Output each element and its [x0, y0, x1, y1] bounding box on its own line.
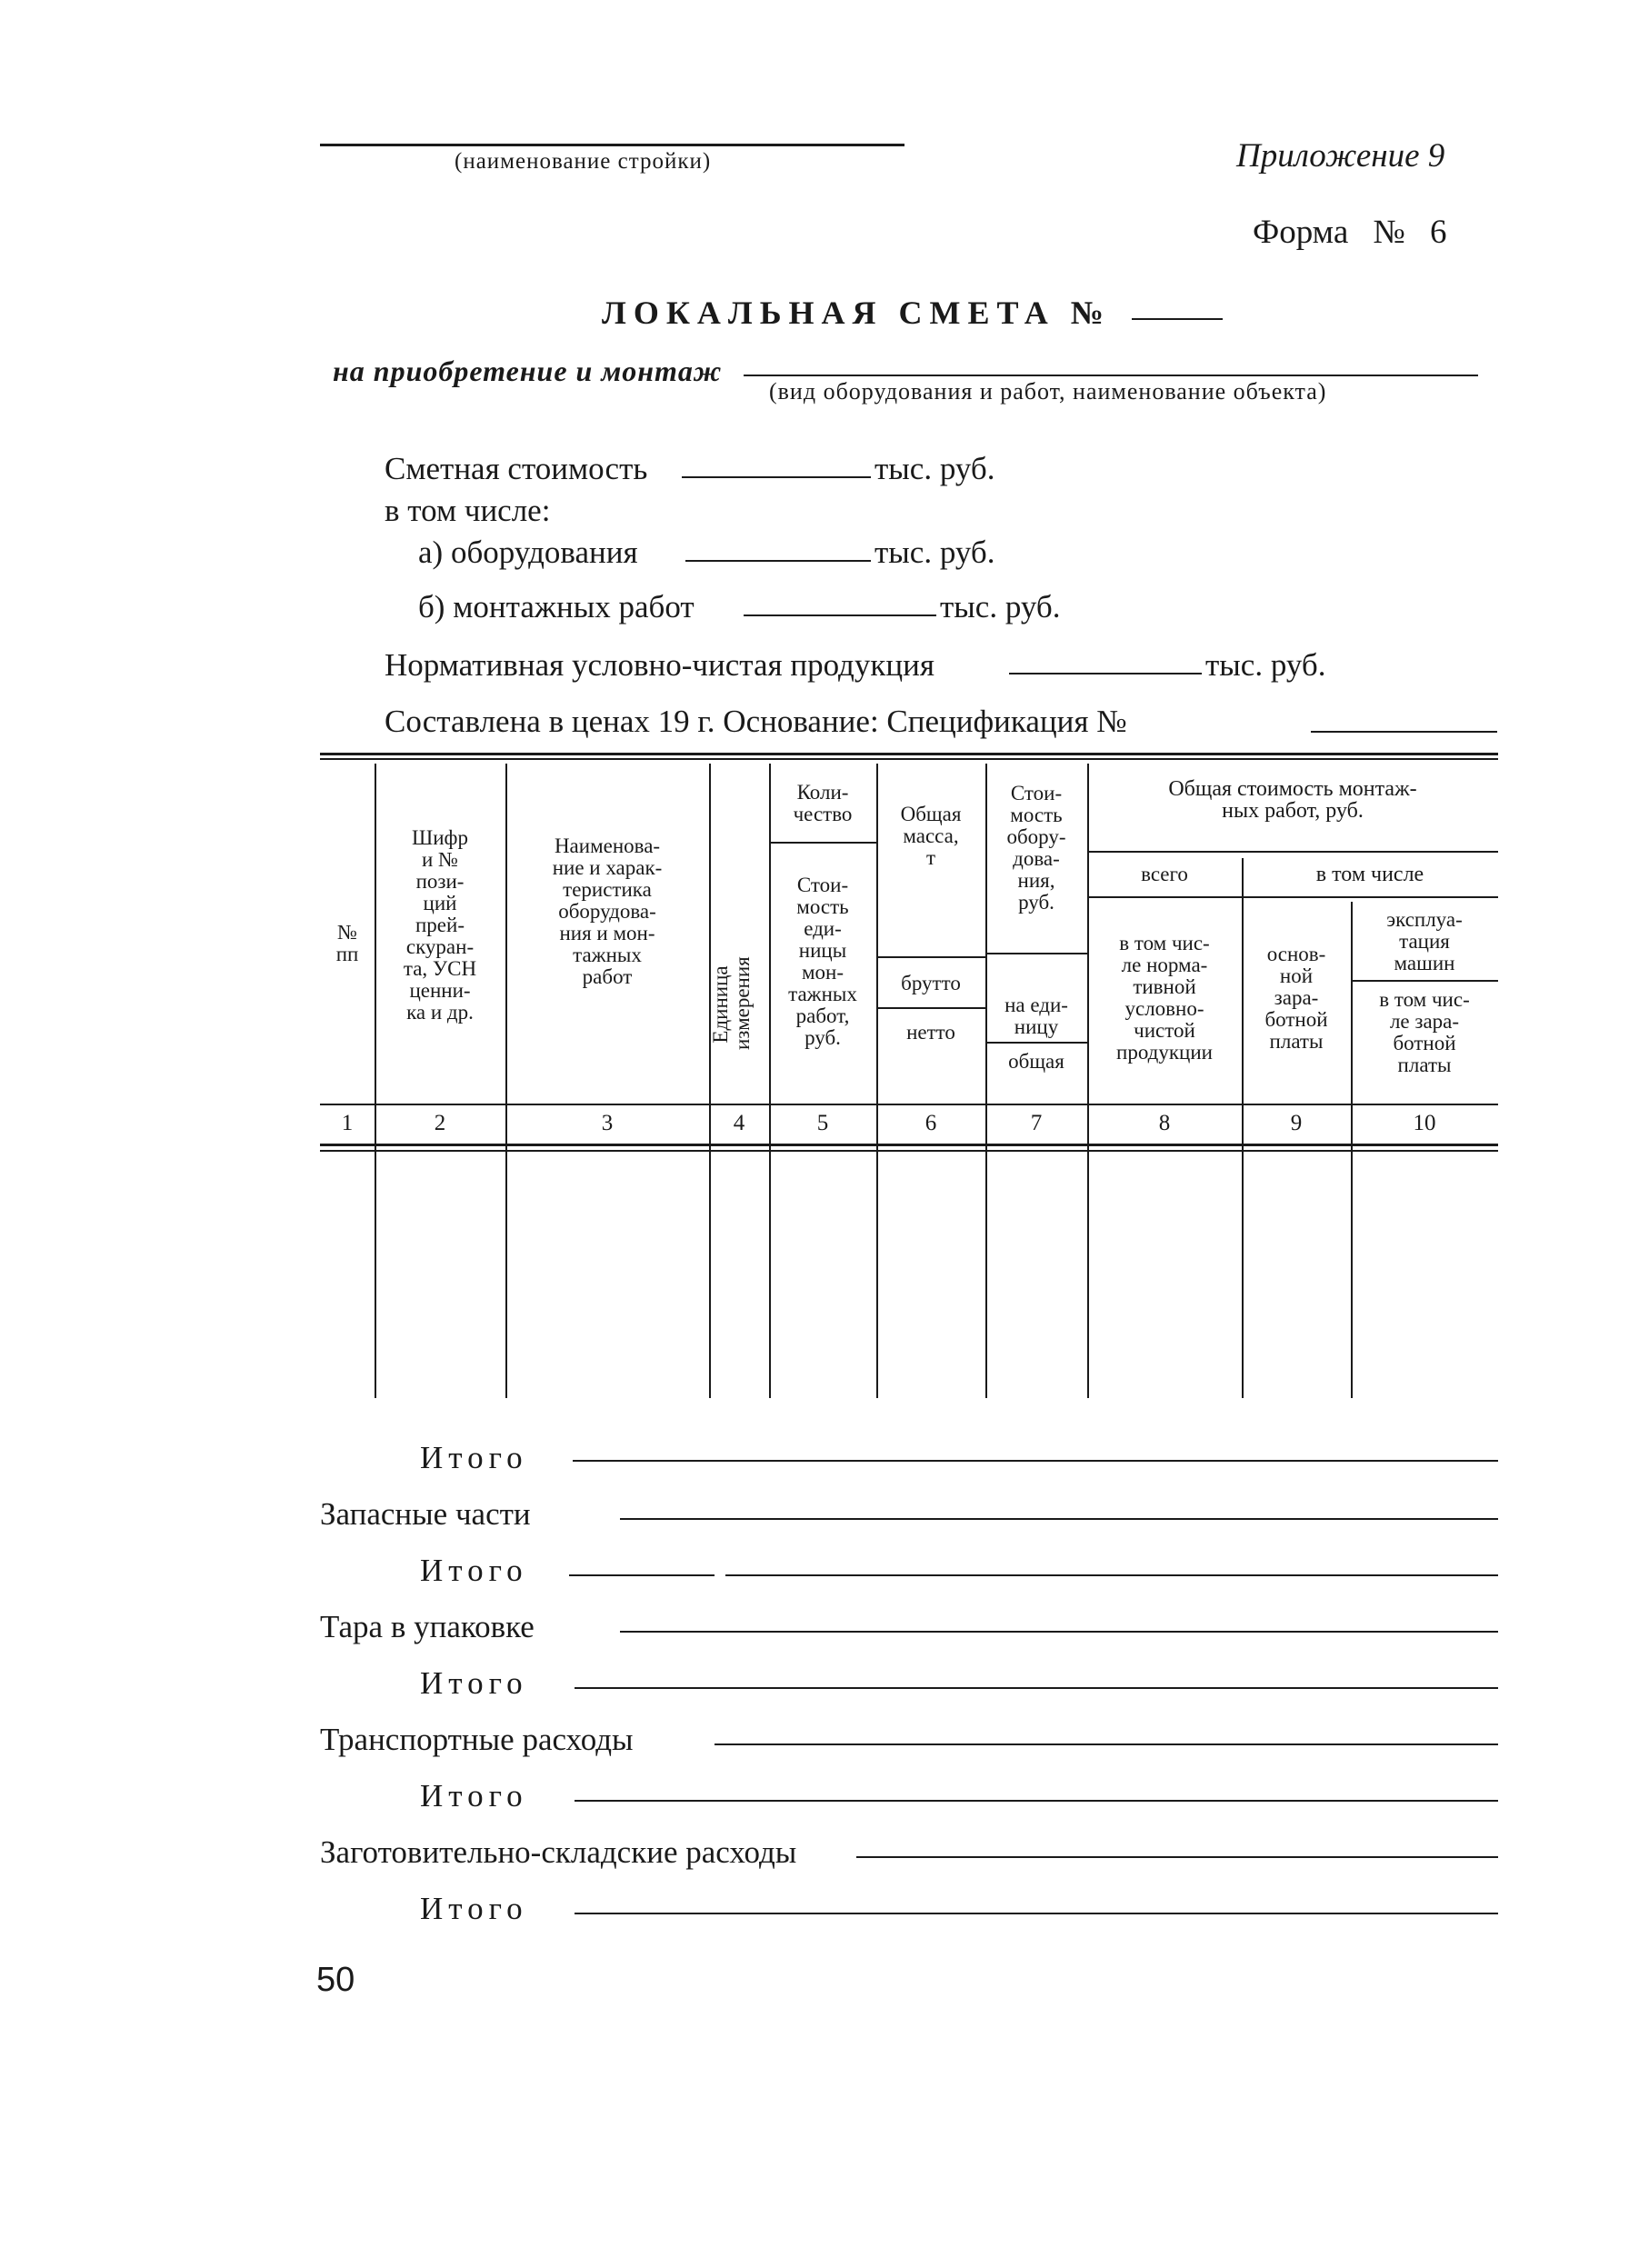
mounting-fill-line	[744, 614, 936, 616]
header-col1: № пп	[335, 921, 359, 965]
mounting-unit: тыс. руб.	[940, 589, 1061, 624]
column-number: 4	[733, 1111, 745, 1135]
subtitle-fill-line	[744, 375, 1478, 376]
numbers-row-top	[320, 1104, 1498, 1105]
subheader-divider	[876, 1007, 985, 1009]
numbers-row-bottom	[320, 1144, 1498, 1146]
header-col6-top: Общая масса, т	[900, 803, 962, 869]
header-col7-mid: на еди- ницу	[1004, 994, 1068, 1038]
packaging-label: Тара в упаковке	[320, 1609, 535, 1644]
warehouse-label: Заготовительно-складские расходы	[320, 1834, 797, 1870]
normative-fill-line	[1009, 673, 1202, 674]
specification-fill-line	[1311, 731, 1497, 733]
including-label: в том числе:	[385, 493, 551, 528]
subheader-divider	[769, 842, 876, 844]
header-col10-top: эксплуа- тация машин	[1386, 908, 1463, 974]
cost-label: Сметная стоимость	[385, 451, 648, 486]
subheader-divider	[1087, 896, 1498, 898]
equipment-fill-line	[685, 560, 871, 562]
column-number: 1	[341, 1111, 354, 1135]
total-fill-line	[573, 1460, 1498, 1462]
table-top-rule-inner	[320, 758, 1498, 760]
subheader-divider	[1087, 851, 1498, 853]
spare-parts-label: Запасные части	[320, 1496, 531, 1532]
subheader-divider	[1351, 980, 1498, 982]
warehouse-fill-line	[856, 1856, 1498, 1858]
column-number: 3	[601, 1111, 614, 1135]
header-col5-bottom: Стои- мость еди- ницы мон- тажных работ, руб.	[788, 874, 857, 1049]
subheader-divider	[876, 956, 985, 958]
document-subtitle: на приобретение и монтаж	[333, 355, 723, 387]
prices-label: Составлена в ценах 19 г. Основание: Спецификация №	[385, 704, 1127, 739]
total-fill-line	[575, 1913, 1498, 1914]
column-number: 10	[1413, 1111, 1436, 1135]
header-incl-label: в том числе	[1315, 863, 1424, 886]
header-group-total: Общая стоимость монтаж- ных работ, руб.	[1168, 777, 1417, 823]
total-label: Итого	[420, 1440, 528, 1475]
column-number: 6	[924, 1111, 937, 1135]
normative-label: Нормативная условно-чистая продукция	[385, 647, 934, 683]
total-label: Итого	[420, 1665, 528, 1701]
numbers-row-bottom-inner	[320, 1150, 1498, 1152]
form-number: Форма № 6	[1253, 214, 1447, 251]
column-number: 9	[1290, 1111, 1303, 1135]
column-number: 5	[816, 1111, 829, 1135]
header-col4: Единица измерения	[709, 956, 754, 1050]
total-fill-line	[569, 1574, 715, 1576]
table-top-rule	[320, 753, 1498, 755]
equipment-unit: тыс. руб.	[874, 535, 995, 570]
subheader-divider	[985, 1042, 1087, 1044]
estimate-table	[320, 753, 1498, 1398]
transport-label: Транспортные расходы	[320, 1722, 634, 1757]
column-number: 7	[1030, 1111, 1043, 1135]
subheader-divider	[985, 953, 1087, 954]
packaging-fill-line	[620, 1631, 1498, 1633]
total-fill-line	[575, 1687, 1498, 1689]
header-col5-top: Коли- чество	[793, 781, 853, 825]
header-col2: Шифр и № пози- ций прей- скуран- та, УСН ценни- ка и др.	[403, 826, 477, 1024]
page-number: 50	[316, 1961, 355, 1999]
cost-unit: тыс. руб.	[874, 451, 995, 486]
header-col6-bottom: нетто	[906, 1021, 955, 1044]
equipment-label: а) оборудования	[418, 535, 638, 570]
total-label: Итого	[420, 1891, 528, 1926]
column-number: 8	[1158, 1111, 1171, 1135]
stroika-line	[320, 144, 904, 146]
header-col3: Наименова- ние и харак- теристика оборудова- ния и мон- тажных работ	[552, 834, 663, 988]
header-col9: основ- ной зара- ботной платы	[1264, 943, 1328, 1053]
header-col8-bottom: в том чис- ле норма- тивной условно- чистой продукции	[1116, 932, 1213, 1064]
appendix-label: Приложение 9	[1236, 137, 1445, 175]
stroika-caption: (наименование стройки)	[455, 149, 712, 174]
column-number: 2	[434, 1111, 446, 1135]
subtitle-caption: (вид оборудования и работ, наименование объекта)	[769, 378, 1327, 405]
mounting-label: б) монтажных работ	[418, 589, 695, 624]
total-label: Итого	[420, 1778, 528, 1813]
header-col8-top: всего	[1141, 863, 1188, 885]
col-divider	[709, 764, 711, 1398]
header-col10-bottom: в том чис- ле зара- ботной платы	[1379, 988, 1470, 1076]
total-label: Итого	[420, 1553, 528, 1588]
header-col6-mid: брутто	[901, 972, 961, 994]
title-number-line	[1132, 318, 1223, 320]
spare-parts-fill-line	[620, 1518, 1498, 1520]
normative-unit: тыс. руб.	[1205, 647, 1326, 683]
total-fill-line	[725, 1574, 1498, 1576]
total-fill-line	[575, 1800, 1498, 1802]
cost-fill-line	[682, 476, 871, 478]
header-col7-bottom: общая	[1008, 1050, 1064, 1073]
header-col7-top: Стои- мость обору- дова- ния, руб.	[1006, 782, 1066, 914]
document-title: ЛОКАЛЬНАЯ СМЕТА №	[602, 295, 1111, 331]
transport-fill-line	[715, 1743, 1498, 1745]
